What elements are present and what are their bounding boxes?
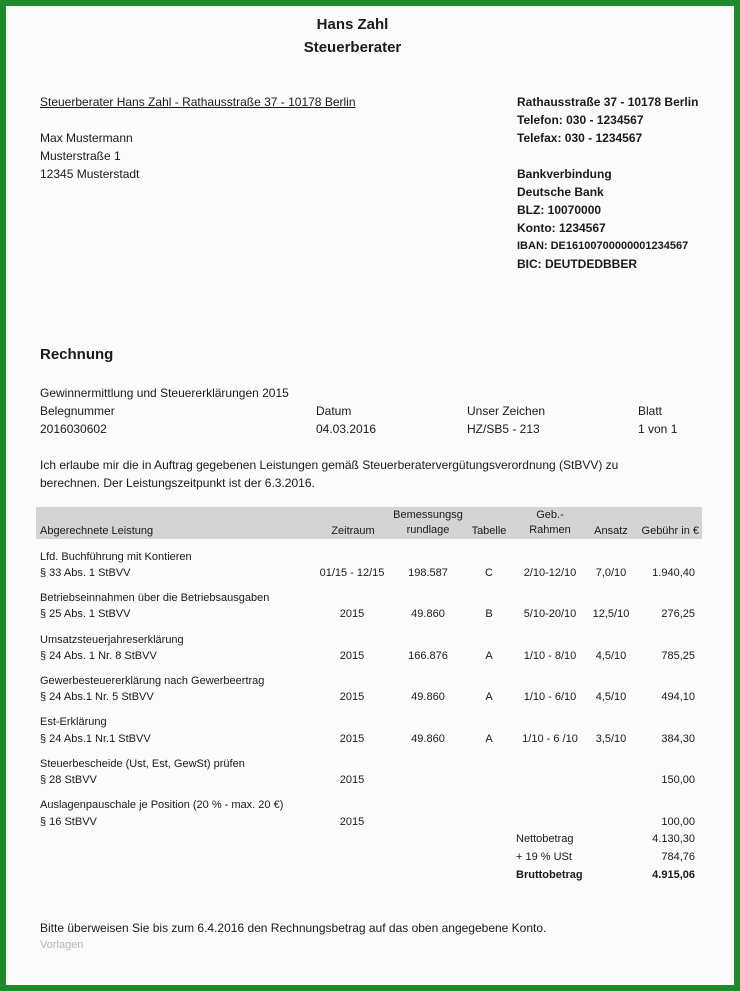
recipient-street: Musterstraße 1 [40,149,121,163]
col-header-bemessung-1: Bemessungsg [393,509,463,521]
row-5-reference: § 24 Abs.1 Nr.1 StBVV [40,733,151,745]
row-6-gebuehr: 150,00 [661,774,695,786]
bank-bic: BIC: DEUTDEDBBER [517,257,637,271]
vat-value: 784,76 [661,851,695,863]
row-4-ansatz: 4,5/10 [595,691,627,703]
bank-konto: Konto: 1234567 [517,221,606,235]
row-1-rahmen: 2/10-12/10 [523,567,577,579]
net-value: 4.130,30 [652,833,695,845]
row-6-reference: § 28 StBVV [40,774,97,786]
row-5-gebuehr: 384,30 [661,733,695,745]
row-2-gebuehr: 276,25 [661,608,695,620]
row-4-rahmen: 1/10 - 6/10 [523,691,577,703]
watermark: Vorlagen [40,939,84,951]
meta-value-belegnummer: 2016030602 [40,422,107,436]
intro-line-1: Ich erlaube mir die in Auftrag gegebenen Leistungen gemäß Steuerberatervergütungsverordnung (StBVV) zu [40,458,619,472]
meta-label-belegnummer: Belegnummer [40,404,115,418]
row-7-gebuehr: 100,00 [661,816,695,828]
recipient-city: 12345 Musterstadt [40,167,140,181]
contact-fax: Telefax: 030 - 1234567 [517,131,643,145]
col-header-tabelle: Tabelle [471,525,507,537]
row-4-gebuehr: 494,10 [661,691,695,703]
vat-label: + 19 % USt [516,851,572,863]
row-6-zeitraum: 2015 [339,774,365,786]
col-header-rahmen-1: Geb.- [536,509,564,521]
letterhead-title: Steuerberater [303,39,402,56]
row-7-zeitraum: 2015 [339,816,365,828]
row-2-ansatz: 12,5/10 [592,608,630,620]
row-2-zeitraum: 2015 [339,608,365,620]
col-header-rahmen-2: Rahmen [529,524,571,536]
letterhead-name: Hans Zahl [316,16,389,33]
row-1-zeitraum: 01/15 - 12/15 [319,567,385,579]
row-2-grundlage: 49.860 [411,608,445,620]
row-5-zeitraum: 2015 [339,733,365,745]
recipient-name: Max Mustermann [40,131,133,145]
row-5-rahmen: 1/10 - 6 /10 [522,733,578,745]
meta-label-blatt: Blatt [638,404,663,418]
invoice-title: Rechnung [40,346,114,363]
row-3-zeitraum: 2015 [339,650,365,662]
intro-line-2: berechnen. Der Leistungszeitpunkt ist der 6.3.2016. [40,476,315,490]
col-header-bemessung-2: rundlage [406,524,450,536]
bank-iban: IBAN: DE16100700000001234567 [517,240,689,252]
meta-value-blatt: 1 von 1 [638,422,678,436]
col-header-gebuehr: Gebühr in € [641,525,699,537]
net-label: Nettobetrag [516,833,574,845]
row-2-rahmen: 5/10-20/10 [523,608,577,620]
row-1-tabelle: C [485,567,493,579]
invoice-subject: Gewinnermittlung und Steuererklärungen 2015 [40,386,289,400]
row-3-tabelle: A [485,650,493,662]
row-7-label: Auslagenpauschale je Position (20 % - max. 20 €) [40,799,284,811]
meta-value-zeichen: HZ/SB5 - 213 [467,422,540,436]
row-1-grundlage: 198.587 [408,567,448,579]
row-1-reference: § 33 Abs. 1 StBVV [40,567,131,579]
contact-address: Rathausstraße 37 - 10178 Berlin [517,95,699,109]
bank-name: Deutsche Bank [517,185,604,199]
row-4-zeitraum: 2015 [339,691,365,703]
row-3-ansatz: 4,5/10 [595,650,627,662]
bank-blz: BLZ: 10070000 [517,203,602,217]
row-4-tabelle: A [485,691,493,703]
row-5-label: Est-Erklärung [40,716,107,728]
col-header-leistung: Abgerechnete Leistung [40,525,154,537]
meta-value-datum: 04.03.2016 [316,422,377,436]
row-4-reference: § 24 Abs.1 Nr. 5 StBVV [40,691,154,703]
row-1-ansatz: 7,0/10 [595,567,627,579]
row-5-grundlage: 49.860 [411,733,445,745]
col-header-zeitraum: Zeitraum [331,525,375,537]
payment-note: Bitte überweisen Sie bis zum 6.4.2016 den Rechnungsbetrag auf das oben angegebene Konto. [40,921,547,935]
row-5-tabelle: A [485,733,493,745]
row-3-grundlage: 166.876 [408,650,448,662]
row-4-grundlage: 49.860 [411,691,445,703]
gross-label: Bruttobetrag [516,869,583,881]
row-1-label: Lfd. Buchführung mit Kontieren [40,551,192,563]
row-3-gebuehr: 785,25 [661,650,695,662]
row-2-tabelle: B [485,608,493,620]
row-3-rahmen: 1/10 - 8/10 [523,650,577,662]
gross-value: 4.915,06 [652,869,695,881]
col-header-ansatz: Ansatz [594,525,628,537]
row-4-label: Gewerbesteuererklärung nach Gewerbeertrag [40,675,265,687]
row-6-label: Steuerbescheide (Ust, Est, GewSt) prüfen [40,758,245,770]
bank-heading: Bankverbindung [517,167,612,181]
row-3-label: Umsatzsteuerjahreserklärung [40,634,184,646]
meta-label-zeichen: Unser Zeichen [467,404,546,418]
row-1-gebuehr: 1.940,40 [652,567,695,579]
row-2-reference: § 25 Abs. 1 StBVV [40,608,131,620]
row-7-reference: § 16 StBVV [40,816,97,828]
sender-line: Steuerberater Hans Zahl - Rathausstraße 37 - 10178 Berlin [40,95,356,109]
contact-phone: Telefon: 030 - 1234567 [517,113,644,127]
row-2-label: Betriebseinnahmen über die Betriebsausgaben [40,592,270,604]
meta-label-datum: Datum [316,404,352,418]
row-3-reference: § 24 Abs. 1 Nr. 8 StBVV [40,650,157,662]
row-5-ansatz: 3,5/10 [595,733,627,745]
